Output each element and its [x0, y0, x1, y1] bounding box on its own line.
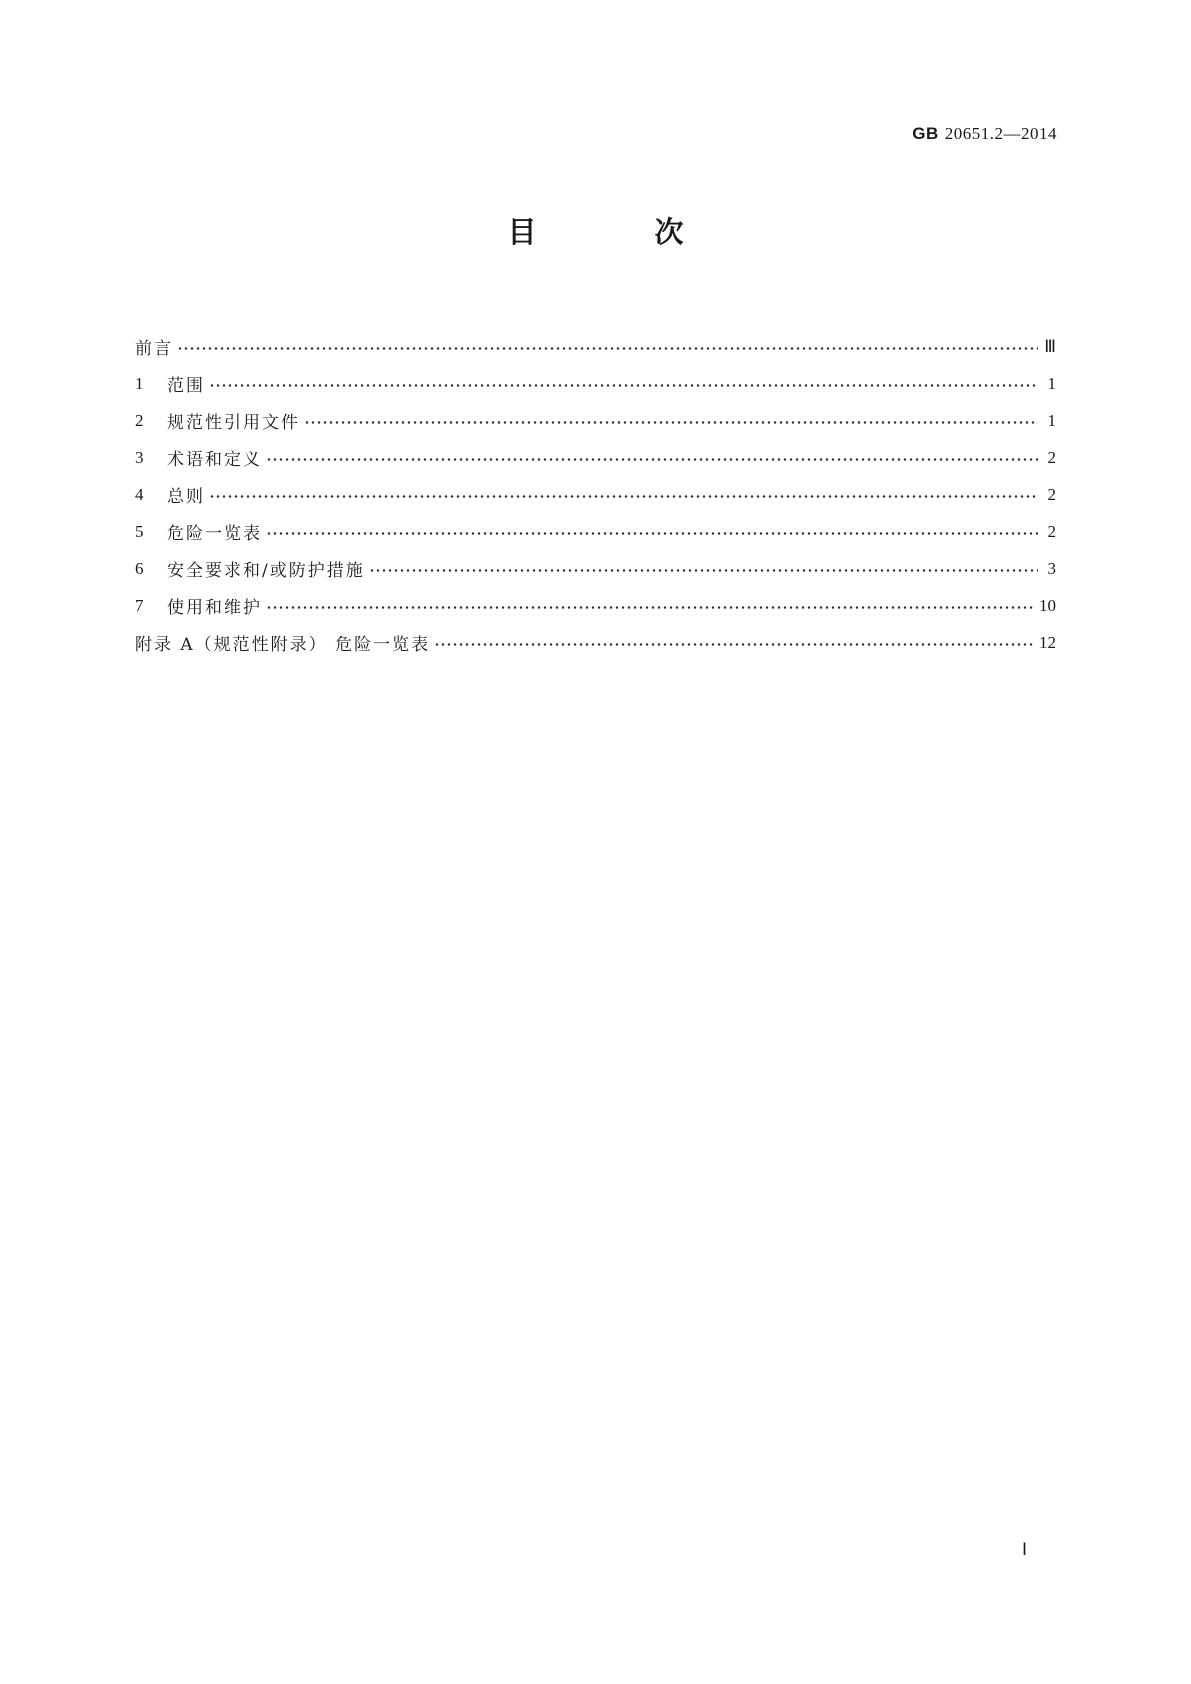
toc-entry-page: 2	[1047, 521, 1056, 541]
toc-entry-number: 5	[135, 521, 144, 541]
toc-entry-title: 术语和定义	[167, 450, 262, 470]
toc-entry-number: 1	[135, 373, 144, 393]
toc-entry-page: 2	[1047, 484, 1056, 504]
toc-entry-number: 4	[135, 484, 144, 504]
dot-leader	[266, 606, 1035, 609]
toc-entry-number: 2	[135, 410, 144, 430]
toc-entry-annex-a[interactable]	[135, 624, 1056, 661]
toc-entry-title: 安全要求和/或防护措施	[167, 561, 365, 581]
toc-entry-page: 3	[1047, 558, 1056, 578]
toc-entry-use-maintenance[interactable]	[135, 587, 1056, 624]
toc-entry-general[interactable]	[135, 476, 1056, 513]
standard-number: 20651.2—2014	[944, 124, 1057, 143]
toc-entry-number: 7	[135, 595, 144, 615]
toc-entry-title: 附录 A（规范性附录） 危险一览表	[135, 635, 431, 655]
page-number: Ⅰ	[1022, 1540, 1028, 1559]
toc-entry-safety-requirements[interactable]	[135, 550, 1056, 587]
standard-code	[912, 124, 1057, 144]
dot-leader	[304, 421, 1038, 424]
dot-leader	[266, 532, 1038, 535]
dot-leader	[209, 384, 1038, 387]
toc-entry-page: 1	[1047, 410, 1056, 430]
toc-entry-page: 10	[1039, 595, 1056, 615]
toc-entry-title: 前言	[135, 339, 173, 359]
dot-leader	[266, 458, 1038, 461]
dot-leader	[177, 347, 1038, 350]
dot-leader	[209, 495, 1038, 498]
standard-prefix: GB	[912, 124, 939, 143]
toc-entry-hazard-list[interactable]	[135, 513, 1056, 550]
toc-entry-title: 范围	[167, 376, 205, 396]
toc-entry-page: 1	[1047, 373, 1056, 393]
dot-leader	[434, 643, 1035, 646]
toc-entry-normative-references[interactable]	[135, 402, 1056, 439]
toc-entry-title: 总则	[167, 487, 205, 507]
toc-entry-title: 规范性引用文件	[167, 413, 300, 433]
toc-entry-title: 危险一览表	[167, 524, 262, 544]
table-of-contents	[135, 328, 1056, 661]
toc-entry-page: 2	[1047, 447, 1056, 467]
toc-entry-title: 使用和维护	[167, 598, 262, 618]
toc-entry-number: 3	[135, 447, 144, 467]
toc-entry-page: 12	[1039, 632, 1056, 652]
toc-entry-scope[interactable]	[135, 365, 1056, 402]
dot-leader	[369, 569, 1038, 572]
toc-entry-page: Ⅲ	[1044, 336, 1056, 356]
toc-entry-terms-definitions[interactable]	[135, 439, 1056, 476]
toc-entry-foreword[interactable]	[135, 328, 1056, 365]
toc-heading: 目 次	[507, 215, 738, 249]
toc-entry-number: 6	[135, 558, 144, 578]
